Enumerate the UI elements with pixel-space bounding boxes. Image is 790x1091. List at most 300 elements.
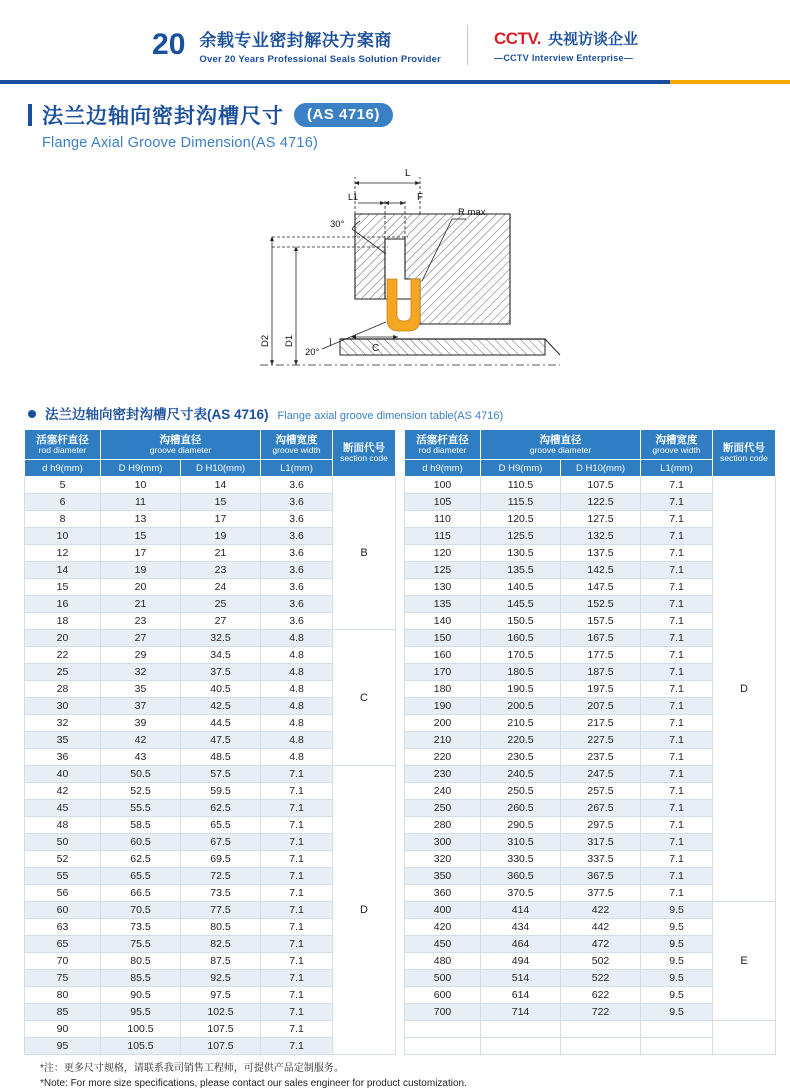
table-cell: 105	[405, 494, 481, 511]
table-cell: 5	[25, 477, 101, 494]
table-cell: 297.5	[561, 817, 641, 834]
table-cell: 102.5	[181, 1004, 261, 1021]
table-cell: 12	[25, 545, 101, 562]
table-cell: 237.5	[561, 749, 641, 766]
table-cell: 7.1	[641, 477, 713, 494]
table-cell: 7.1	[261, 800, 333, 817]
table-cell: 230	[405, 766, 481, 783]
table-cell: 3.6	[261, 562, 333, 579]
table-cell: 4.8	[261, 630, 333, 647]
subcol-L1: L1(mm)	[261, 460, 333, 477]
table-cell: 73.5	[181, 885, 261, 902]
table-cell: 494	[481, 953, 561, 970]
table-head-left	[25, 430, 396, 477]
table-cell: 62.5	[181, 800, 261, 817]
section-code-cell: E	[713, 902, 776, 1021]
table-cell: 150	[405, 630, 481, 647]
table-cell: 187.5	[561, 664, 641, 681]
table-cell: 3.6	[261, 545, 333, 562]
table-cell: 3.6	[261, 579, 333, 596]
table-cell: 250	[405, 800, 481, 817]
table-cell: 170.5	[481, 647, 561, 664]
table-cell: 130.5	[481, 545, 561, 562]
table-cell: 500	[405, 970, 481, 987]
table-cell: 167.5	[561, 630, 641, 647]
table-cell: 290.5	[481, 817, 561, 834]
table-cell: 400	[405, 902, 481, 919]
title-accent-bar	[28, 104, 32, 126]
table-cell: 95.5	[101, 1004, 181, 1021]
table-head-right	[405, 430, 776, 477]
table-cell: 300	[405, 834, 481, 851]
table-cell: 7.1	[641, 545, 713, 562]
cctv-label-cn: 央视访谈企业	[548, 28, 638, 49]
table-cell: 9.5	[641, 970, 713, 987]
table-cell: 85.5	[101, 970, 181, 987]
table-cell: 36	[25, 749, 101, 766]
table-cell: 4.8	[261, 681, 333, 698]
section-code-cell: B	[333, 477, 396, 630]
table-cell: 66.5	[101, 885, 181, 902]
subcol-D-H9: D H9(mm)	[101, 460, 181, 477]
table-cell: 714	[481, 1004, 561, 1021]
table-cell	[405, 1021, 481, 1038]
table-cell: 190.5	[481, 681, 561, 698]
table-cell: 210.5	[481, 715, 561, 732]
col-section-code: 断面代号 section code	[713, 430, 776, 477]
table-cell: 145.5	[481, 596, 561, 613]
table-cell: 7.1	[641, 715, 713, 732]
table-cell: 330.5	[481, 851, 561, 868]
bullet-icon	[28, 410, 36, 418]
col-rod-diameter: 活塞杆直径 rod diameter	[25, 430, 101, 460]
table-cell: 135	[405, 596, 481, 613]
table-cell: 4.8	[261, 715, 333, 732]
table-cell: 25	[181, 596, 261, 613]
table-cell: 4.8	[261, 698, 333, 715]
table-cell: 320	[405, 851, 481, 868]
table-cell: 45	[25, 800, 101, 817]
table-cell: 72.5	[181, 868, 261, 885]
subcol-D-H9: D H9(mm)	[481, 460, 561, 477]
table-cell: 9.5	[641, 902, 713, 919]
table-row	[405, 1021, 776, 1038]
table-cell: 210	[405, 732, 481, 749]
table-cell: 7.1	[261, 783, 333, 800]
table-cell: 7.1	[641, 851, 713, 868]
table-cell: 170	[405, 664, 481, 681]
footnote	[0, 1055, 790, 1091]
table-cell: 70	[25, 953, 101, 970]
table-cell: 19	[181, 528, 261, 545]
table-cell: 25	[25, 664, 101, 681]
table-cell: 240.5	[481, 766, 561, 783]
table-cell: 57.5	[181, 766, 261, 783]
table-cell: 200	[405, 715, 481, 732]
subcol-D-H10: D H10(mm)	[181, 460, 261, 477]
table-cell: 75	[25, 970, 101, 987]
table-cell: 65.5	[181, 817, 261, 834]
label-D1: D1	[284, 335, 295, 347]
table-cell: 9.5	[641, 936, 713, 953]
table-cell: 21	[101, 596, 181, 613]
table-cell: 367.5	[561, 868, 641, 885]
section-code-cell	[713, 1021, 776, 1055]
table-cell: 7.1	[261, 766, 333, 783]
table-cell	[561, 1021, 641, 1038]
table-cell: 317.5	[561, 834, 641, 851]
table-cell: 7.1	[261, 1021, 333, 1038]
table-cell: 4.8	[261, 749, 333, 766]
header-slogan-cn: 余载专业密封解决方案商	[199, 26, 441, 51]
label-angle-30: 30°	[330, 219, 345, 230]
table-cell: 7.1	[641, 885, 713, 902]
table-cell: 7.1	[641, 630, 713, 647]
table-cell: 464	[481, 936, 561, 953]
table-cell: 350	[405, 868, 481, 885]
table-cell: 7.1	[641, 783, 713, 800]
table-cell: 132.5	[561, 528, 641, 545]
table-cell: 700	[405, 1004, 481, 1021]
table-cell: 130	[405, 579, 481, 596]
table-cell: 125	[405, 562, 481, 579]
table-cell: 450	[405, 936, 481, 953]
section-code-cell: D	[713, 477, 776, 902]
table-cell: 480	[405, 953, 481, 970]
table-cell: 7.1	[261, 868, 333, 885]
table-cell: 65	[25, 936, 101, 953]
cctv-logo: CCTV.	[494, 29, 541, 49]
table-cell: 3.6	[261, 494, 333, 511]
dimension-tables	[0, 429, 790, 1055]
table-cell: 7.1	[261, 1004, 333, 1021]
table-cell: 140.5	[481, 579, 561, 596]
table-cell: 70.5	[101, 902, 181, 919]
table-cell: 125.5	[481, 528, 561, 545]
table-cell: 20	[101, 579, 181, 596]
table-cell: 52	[25, 851, 101, 868]
table-cell: 227.5	[561, 732, 641, 749]
col-section-code: 断面代号 section code	[333, 430, 396, 477]
label-L1: L1	[348, 192, 358, 202]
table-cell: 622	[561, 987, 641, 1004]
table-cell: 6	[25, 494, 101, 511]
table-cell: 90.5	[101, 987, 181, 1004]
table-cell: 16	[25, 596, 101, 613]
table-cell: 110	[405, 511, 481, 528]
table-cell: 127.5	[561, 511, 641, 528]
table-row	[25, 630, 396, 647]
table-cell: 257.5	[561, 783, 641, 800]
table-cell: 7.1	[261, 902, 333, 919]
header-divider	[467, 25, 468, 65]
table-cell: 614	[481, 987, 561, 1004]
table-cell: 22	[25, 647, 101, 664]
table-cell: 15	[101, 528, 181, 545]
table-cell: 28	[25, 681, 101, 698]
table-cell: 197.5	[561, 681, 641, 698]
table-cell: 43	[101, 749, 181, 766]
table-cell: 15	[181, 494, 261, 511]
table-cell: 42	[25, 783, 101, 800]
table-cell: 140	[405, 613, 481, 630]
table-cell: 147.5	[561, 579, 641, 596]
table-cell: 160	[405, 647, 481, 664]
table-cell: 110.5	[481, 477, 561, 494]
table-cell	[641, 1021, 713, 1038]
label-L: L	[405, 168, 411, 179]
table-cell: 260.5	[481, 800, 561, 817]
table-cell	[481, 1021, 561, 1038]
header-slogan	[199, 26, 441, 65]
table-row	[405, 477, 776, 494]
section-code-cell: C	[333, 630, 396, 766]
drawing-svg	[0, 159, 790, 399]
table-cell: 7.1	[261, 987, 333, 1004]
table-cell: 75.5	[101, 936, 181, 953]
table-cell: 422	[561, 902, 641, 919]
table-cell: 135.5	[481, 562, 561, 579]
table-cell: 420	[405, 919, 481, 936]
table-cell: 115	[405, 528, 481, 545]
table-cell: 7.1	[261, 851, 333, 868]
table-cell: 4.8	[261, 732, 333, 749]
col-groove-width: 沟槽宽度 groove width	[641, 430, 713, 460]
table-cell: 32	[25, 715, 101, 732]
table-cell: 30	[25, 698, 101, 715]
table-cell: 37	[101, 698, 181, 715]
table-cell: 472	[561, 936, 641, 953]
table-cell: 7.1	[261, 1038, 333, 1055]
table-cell: 34.5	[181, 647, 261, 664]
table-cell: 60	[25, 902, 101, 919]
table-cell: 82.5	[181, 936, 261, 953]
technical-drawing	[0, 159, 790, 399]
table-cell: 722	[561, 1004, 641, 1021]
table-cell: 3.6	[261, 613, 333, 630]
header-content	[152, 25, 638, 65]
table-cell: 9.5	[641, 1004, 713, 1021]
table-cell: 20	[25, 630, 101, 647]
table-cell: 120.5	[481, 511, 561, 528]
table-cell	[481, 1038, 561, 1055]
subcol-D-H10: D H10(mm)	[561, 460, 641, 477]
table-cell: 7.1	[261, 936, 333, 953]
table-cell: 14	[25, 562, 101, 579]
table-cell: 7.1	[641, 664, 713, 681]
table-cell: 230.5	[481, 749, 561, 766]
page-title: 法兰边轴向密封沟槽尺寸	[42, 100, 284, 130]
table-cell: 337.5	[561, 851, 641, 868]
table-cell: 90	[25, 1021, 101, 1038]
table-cell: 40	[25, 766, 101, 783]
table-cell: 7.1	[641, 579, 713, 596]
standard-code-badge: (AS 4716)	[294, 103, 393, 127]
table-cell: 39	[101, 715, 181, 732]
label-Rmax: R max	[458, 207, 486, 218]
table-cell: 360	[405, 885, 481, 902]
table-cell: 7.1	[261, 919, 333, 936]
table-cell: 32.5	[181, 630, 261, 647]
table-cell: 137.5	[561, 545, 641, 562]
table-row	[25, 477, 396, 494]
table-cell: 95	[25, 1038, 101, 1055]
table-cell	[561, 1038, 641, 1055]
table-cell: 7.1	[641, 732, 713, 749]
table-cell: 69.5	[181, 851, 261, 868]
table-cell: 157.5	[561, 613, 641, 630]
label-F: F	[417, 192, 423, 203]
table-cell: 80.5	[101, 953, 181, 970]
table-cell: 27	[101, 630, 181, 647]
table-cell: 62.5	[101, 851, 181, 868]
table-cell: 9.5	[641, 987, 713, 1004]
table-cell: 18	[25, 613, 101, 630]
table-cell: 220	[405, 749, 481, 766]
col-groove-width: 沟槽宽度 groove width	[261, 430, 333, 460]
table-cell: 377.5	[561, 885, 641, 902]
table-cell	[405, 1038, 481, 1055]
table-cell: 142.5	[561, 562, 641, 579]
subcol-d-h9: d h9(mm)	[405, 460, 481, 477]
table-cell: 7.1	[641, 511, 713, 528]
table-cell: 7.1	[641, 698, 713, 715]
table-cell: 48.5	[181, 749, 261, 766]
table-body-left	[25, 477, 396, 1055]
section-code-cell: D	[333, 766, 396, 1055]
table-cell: 77.5	[181, 902, 261, 919]
table-cell: 13	[101, 511, 181, 528]
table-cell: 502	[561, 953, 641, 970]
table-cell: 522	[561, 970, 641, 987]
label-angle-20: 20°	[305, 347, 320, 358]
table-caption-en: Flange axial groove dimension table(AS 4716)	[278, 410, 504, 422]
table-cell: 37.5	[181, 664, 261, 681]
table-cell: 10	[25, 528, 101, 545]
table-cell: 59.5	[181, 783, 261, 800]
table-cell: 7.1	[261, 970, 333, 987]
table-cell: 92.5	[181, 970, 261, 987]
table-cell: 3.6	[261, 511, 333, 528]
table-cell: 23	[101, 613, 181, 630]
table-cell: 87.5	[181, 953, 261, 970]
col-groove-diameter: 沟槽直径 groove diameter	[481, 430, 641, 460]
table-cell: 7.1	[641, 562, 713, 579]
table-cell: 9.5	[641, 919, 713, 936]
table-cell: 240	[405, 783, 481, 800]
header-rule	[0, 80, 790, 84]
table-cell: 207.5	[561, 698, 641, 715]
table-cell: 85	[25, 1004, 101, 1021]
table-cell: 9.5	[641, 953, 713, 970]
table-cell: 7.1	[641, 817, 713, 834]
table-cell: 177.5	[561, 647, 641, 664]
table-cell: 10	[101, 477, 181, 494]
table-cell: 247.5	[561, 766, 641, 783]
table-cell: 11	[101, 494, 181, 511]
page-title-en: Flange Axial Groove Dimension(AS 4716)	[42, 135, 762, 151]
table-cell: 17	[181, 511, 261, 528]
dimension-L	[355, 177, 420, 214]
table-cell: 8	[25, 511, 101, 528]
table-cell: 310.5	[481, 834, 561, 851]
cctv-line	[494, 28, 638, 49]
table-cell: 370.5	[481, 885, 561, 902]
table-cell: 60.5	[101, 834, 181, 851]
table-cell: 7.1	[261, 817, 333, 834]
table-cell: 50	[25, 834, 101, 851]
table-cell: 105.5	[101, 1038, 181, 1055]
subcol-d-h9: d h9(mm)	[25, 460, 101, 477]
table-cell: 7.1	[641, 528, 713, 545]
table-cell: 7.1	[641, 647, 713, 664]
table-cell: 3.6	[261, 528, 333, 545]
title-row	[28, 100, 762, 130]
table-cell: 7.1	[641, 749, 713, 766]
table-cell: 267.5	[561, 800, 641, 817]
table-row	[25, 766, 396, 783]
table-caption	[0, 399, 790, 429]
table-cell: 50.5	[101, 766, 181, 783]
table-cell: 4.8	[261, 664, 333, 681]
table-cell: 40.5	[181, 681, 261, 698]
table-cell: 7.1	[641, 596, 713, 613]
table-cell: 35	[25, 732, 101, 749]
page-header	[0, 0, 790, 84]
table-cell: 120	[405, 545, 481, 562]
table-cell: 160.5	[481, 630, 561, 647]
header-years-number: 20	[152, 30, 185, 60]
cctv-block	[494, 28, 638, 63]
table-cell: 55.5	[101, 800, 181, 817]
table-cell: 200.5	[481, 698, 561, 715]
table-cell: 23	[181, 562, 261, 579]
table-cell: 73.5	[101, 919, 181, 936]
table-cell: 152.5	[561, 596, 641, 613]
table-row	[405, 902, 776, 919]
table-cell: 17	[101, 545, 181, 562]
footnote-en: *Note: For more size specifications, please contact our sales engineer for product customization.	[40, 1077, 762, 1091]
dimension-table-right	[404, 429, 776, 1055]
table-cell: 7.1	[641, 800, 713, 817]
table-cell: 7.1	[641, 613, 713, 630]
table-cell: 7.1	[261, 885, 333, 902]
table-cell: 100	[405, 477, 481, 494]
table-cell: 7.1	[641, 681, 713, 698]
label-C: C	[372, 343, 379, 354]
table-cell: 115.5	[481, 494, 561, 511]
table-cell: 44.5	[181, 715, 261, 732]
table-cell: 250.5	[481, 783, 561, 800]
table-cell: 32	[101, 664, 181, 681]
table-cell: 42.5	[181, 698, 261, 715]
table-cell: 19	[101, 562, 181, 579]
table-cell: 3.6	[261, 596, 333, 613]
table-cell: 122.5	[561, 494, 641, 511]
table-cell: 42	[101, 732, 181, 749]
col-rod-diameter: 活塞杆直径 rod diameter	[405, 430, 481, 460]
table-cell: 29	[101, 647, 181, 664]
table-cell: 434	[481, 919, 561, 936]
table-cell: 107.5	[181, 1021, 261, 1038]
table-cell: 150.5	[481, 613, 561, 630]
table-cell: 180.5	[481, 664, 561, 681]
table-cell: 4.8	[261, 647, 333, 664]
label-D2: D2	[260, 335, 271, 347]
table-cell: 7.1	[261, 953, 333, 970]
table-cell: 65.5	[101, 868, 181, 885]
page-title-block	[0, 84, 790, 155]
